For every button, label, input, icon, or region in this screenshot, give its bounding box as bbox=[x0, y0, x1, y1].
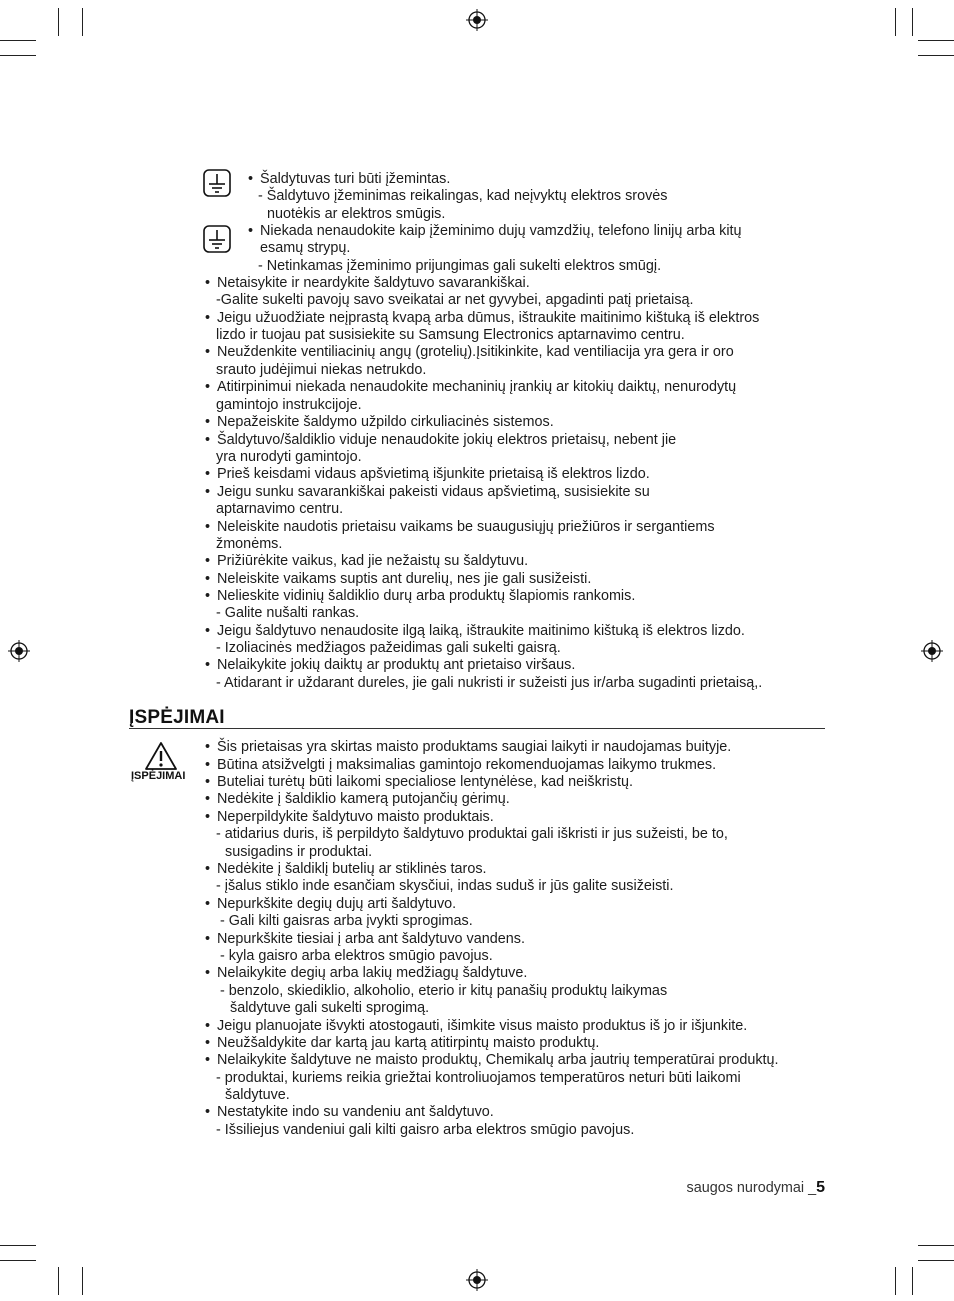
bullet-marker: • bbox=[205, 275, 211, 291]
bullet-marker: • bbox=[205, 791, 211, 807]
bullet-marker: • bbox=[205, 1018, 211, 1034]
crop-mark bbox=[82, 1267, 83, 1295]
crop-mark bbox=[58, 8, 59, 36]
caution-line: Neleiskite vaikams suptis ant durelių, nes jie gali susižeisti. bbox=[217, 571, 592, 587]
warning-line: šaldytuve gali sukelti sprogimą. bbox=[230, 1000, 430, 1016]
bullet-marker: • bbox=[205, 414, 211, 430]
crosshair-registration-icon bbox=[466, 1269, 488, 1291]
caution-line: Nelaikykite jokių daiktų ar produktų ant prietaiso viršaus. bbox=[217, 657, 576, 673]
caution-line: aptarnavimo centru. bbox=[216, 501, 344, 517]
crop-mark bbox=[918, 40, 954, 41]
bullet-marker: • bbox=[205, 896, 211, 912]
crop-mark bbox=[0, 55, 36, 56]
ground-symbol-icon bbox=[203, 225, 231, 253]
bullet-marker: • bbox=[205, 1052, 211, 1068]
section-title: ĮSPĖJIMAI bbox=[129, 707, 225, 728]
crop-mark bbox=[0, 1245, 36, 1246]
bullet-marker: • bbox=[248, 223, 254, 239]
crop-mark bbox=[895, 8, 896, 36]
crop-mark bbox=[58, 1267, 59, 1295]
page-number: 5 bbox=[816, 1179, 825, 1196]
bullet-marker: • bbox=[205, 484, 211, 500]
warning-line: Nelaikykite šaldytuve ne maisto produktų, Chemikalų arba jautrių temperatūrai produktų. bbox=[217, 1052, 779, 1068]
caution-line: Neuždenkite ventiliacinių angų (grotelių).Įsitikinkite, kad ventiliacija yra gera ir oro bbox=[217, 344, 734, 360]
caution-line: Prižiūrėkite vaikus, kad jie nežaistų su šaldytuvu. bbox=[217, 553, 529, 569]
crosshair-registration-icon bbox=[466, 9, 488, 31]
caution-line: Jeigu sunku savarankiškai pakeisti vidaus apšvietimą, susisiekite su bbox=[217, 484, 650, 500]
crosshair-registration-icon bbox=[8, 640, 30, 662]
bullet-marker: • bbox=[205, 965, 211, 981]
warning-line: Nestatykite indo su vandeniu ant šaldytuvo. bbox=[217, 1104, 494, 1120]
caution-line: Atitirpinimui niekada nenaudokite mechaninių įrankių ar kitokių daiktų, nenurodytų bbox=[217, 379, 737, 395]
caution-line: - Izoliacinės medžiagos pažeidimas gali sukelti gaisrą. bbox=[216, 640, 561, 656]
caution-line: Šaldytuvo/šaldiklio viduje nenaudokite jokių elektros prietaisų, nebent jie bbox=[217, 432, 677, 448]
caution-line: Jeigu šaldytuvo nenaudosite ilgą laiką, ištraukite maitinimo kištuką iš elektros lizdo. bbox=[217, 623, 745, 639]
caution-line: - Atidarant ir uždarant dureles, jie gali nukristi ir sužeisti jus ir/arba sugadinti prietaisą,. bbox=[216, 675, 763, 691]
warning-triangle-icon bbox=[144, 741, 178, 771]
caution-line: Šaldytuvas turi būti įžemintas. bbox=[260, 171, 451, 187]
caution-line: lizdo ir tuojau pat susisiekite su Samsung Electronics aptarnavimo centru. bbox=[216, 327, 685, 343]
caution-line: Neleiskite naudotis prietaisu vaikams be suaugusiųjų priežiūros ir sergantiems bbox=[217, 519, 715, 535]
warning-line: - benzolo, skiediklio, alkoholio, eterio ir kitų panašių produktų laikymas bbox=[220, 983, 668, 999]
crop-mark bbox=[912, 1267, 913, 1295]
crosshair-registration-icon bbox=[921, 640, 943, 662]
warning-line: Nepurkškite degių dujų arti šaldytuvo. bbox=[217, 896, 457, 912]
warning-line: - produktai, kuriems reikia griežtai kontroliuojamos temperatūros neturi būti laikomi bbox=[216, 1070, 741, 1086]
bullet-marker: • bbox=[205, 310, 211, 326]
caution-line: Jeigu užuodžiate neįprastą kvapą arba dūmus, ištraukite maitinimo kištuką iš elektros bbox=[217, 310, 760, 326]
warning-line: Šis prietaisas yra skirtas maisto produktams saugiai laikyti ir naudojamas buityje. bbox=[217, 739, 732, 755]
warning-line: Nelaikykite degių arba lakių medžiagų šaldytuve. bbox=[217, 965, 528, 981]
ground-symbol-icon bbox=[203, 169, 231, 197]
caution-line: - Šaldytuvo įžeminimas reikalingas, kad neįvyktų elektros srovės bbox=[258, 188, 668, 204]
crop-mark bbox=[895, 1267, 896, 1295]
crop-mark bbox=[918, 55, 954, 56]
bullet-marker: • bbox=[205, 739, 211, 755]
caution-line: - Galite nušalti rankas. bbox=[216, 605, 360, 621]
caution-line: yra nurodyti gamintojo. bbox=[216, 449, 362, 465]
bullet-marker: • bbox=[205, 344, 211, 360]
bullet-marker: • bbox=[205, 809, 211, 825]
bullet-marker: • bbox=[205, 623, 211, 639]
bullet-marker: • bbox=[205, 588, 211, 604]
warning-line: - Gali kilti gaisras arba įvykti sprogimas. bbox=[220, 913, 473, 929]
caution-line: esamų strypų. bbox=[260, 240, 351, 256]
caution-line: nuotėkis ar elektros smūgis. bbox=[267, 206, 446, 222]
page-footer bbox=[687, 1179, 826, 1197]
warning-icon-label: ĮSPĖJIMAI bbox=[131, 770, 186, 782]
crop-mark bbox=[918, 1260, 954, 1261]
caution-line: Netaisykite ir neardykite šaldytuvo savarankiškai. bbox=[217, 275, 530, 291]
warning-line: Nedėkite į šaldiklį butelių ar stiklinės taros. bbox=[217, 861, 487, 877]
bullet-marker: • bbox=[205, 432, 211, 448]
footer-text: saugos nurodymai _ bbox=[686, 1180, 817, 1196]
bullet-marker: • bbox=[205, 774, 211, 790]
bullet-marker: • bbox=[205, 519, 211, 535]
crop-mark bbox=[0, 1260, 36, 1261]
warning-line: - kyla gaisro arba elektros smūgio pavojus. bbox=[220, 948, 493, 964]
warning-line: Buteliai turėtų būti laikomi specialiose lentynėlėse, kad neiškristų. bbox=[217, 774, 633, 790]
bullet-marker: • bbox=[205, 657, 211, 673]
warning-line: susigadins ir produktai. bbox=[225, 844, 373, 860]
bullet-marker: • bbox=[248, 171, 254, 187]
bullet-marker: • bbox=[205, 757, 211, 773]
warning-line: Nedėkite į šaldiklio kamerą putojančių gėrimų. bbox=[217, 791, 510, 807]
warning-line: - atidarius duris, iš perpildyto šaldytuvo produktai gali iškristi ir jus sužeisti, be to, bbox=[216, 826, 728, 842]
crop-mark bbox=[912, 8, 913, 36]
bullet-marker: • bbox=[205, 553, 211, 569]
caution-line: žmonėms. bbox=[216, 536, 283, 552]
warning-line: Neužšaldykite dar kartą jau kartą atitirpintų maisto produktų. bbox=[217, 1035, 600, 1051]
caution-line: Nelieskite vidinių šaldiklio durų arba produktų šlapiomis rankomis. bbox=[217, 588, 636, 604]
warning-line: Būtina atsižvelgti į maksimalias gamintojo rekomenduojamas laikymo trukmes. bbox=[217, 757, 717, 773]
crop-mark bbox=[0, 40, 36, 41]
caution-line: - Netinkamas įžeminimo prijungimas gali sukelti elektros smūgį. bbox=[258, 258, 662, 274]
caution-line: srauto judėjimui niekas netrukdo. bbox=[216, 362, 427, 378]
bullet-marker: • bbox=[205, 466, 211, 482]
warning-line: - įšalus stiklo inde esančiam skysčiui, indas suduš ir jūs galite susižeisti. bbox=[216, 878, 674, 894]
caution-line: -Galite sukelti pavojų savo sveikatai ar net gyvybei, apgadinti patį prietaisą. bbox=[216, 292, 694, 308]
caution-line: Nepažeiskite šaldymo užpildo cirkuliacinės sistemos. bbox=[217, 414, 554, 430]
section-divider bbox=[129, 728, 825, 729]
bullet-marker: • bbox=[205, 1104, 211, 1120]
bullet-marker: • bbox=[205, 571, 211, 587]
caution-line: Prieš keisdami vidaus apšvietimą išjunkite prietaisą iš elektros lizdo. bbox=[217, 466, 650, 482]
caution-line: gamintojo instrukcijoje. bbox=[216, 397, 362, 413]
caution-line: Niekada nenaudokite kaip įžeminimo dujų vamzdžių, telefono linijų arba kitų bbox=[260, 223, 742, 239]
warning-line: - Išsiliejus vandeniui gali kilti gaisro arba elektros smūgio pavojus. bbox=[216, 1122, 635, 1138]
crop-mark bbox=[82, 8, 83, 36]
warning-line: šaldytuve. bbox=[225, 1087, 290, 1103]
warning-line: Nepurkškite tiesiai į arba ant šaldytuvo vandens. bbox=[217, 931, 525, 947]
bullet-marker: • bbox=[205, 861, 211, 877]
bullet-marker: • bbox=[205, 931, 211, 947]
bullet-marker: • bbox=[205, 1035, 211, 1051]
bullet-marker: • bbox=[205, 379, 211, 395]
warning-line: Jeigu planuojate išvykti atostogauti, išimkite visus maisto produktus iš jo ir išjunkite. bbox=[217, 1018, 748, 1034]
warning-line: Neperpildykite šaldytuvo maisto produktais. bbox=[217, 809, 494, 825]
crop-mark bbox=[918, 1245, 954, 1246]
